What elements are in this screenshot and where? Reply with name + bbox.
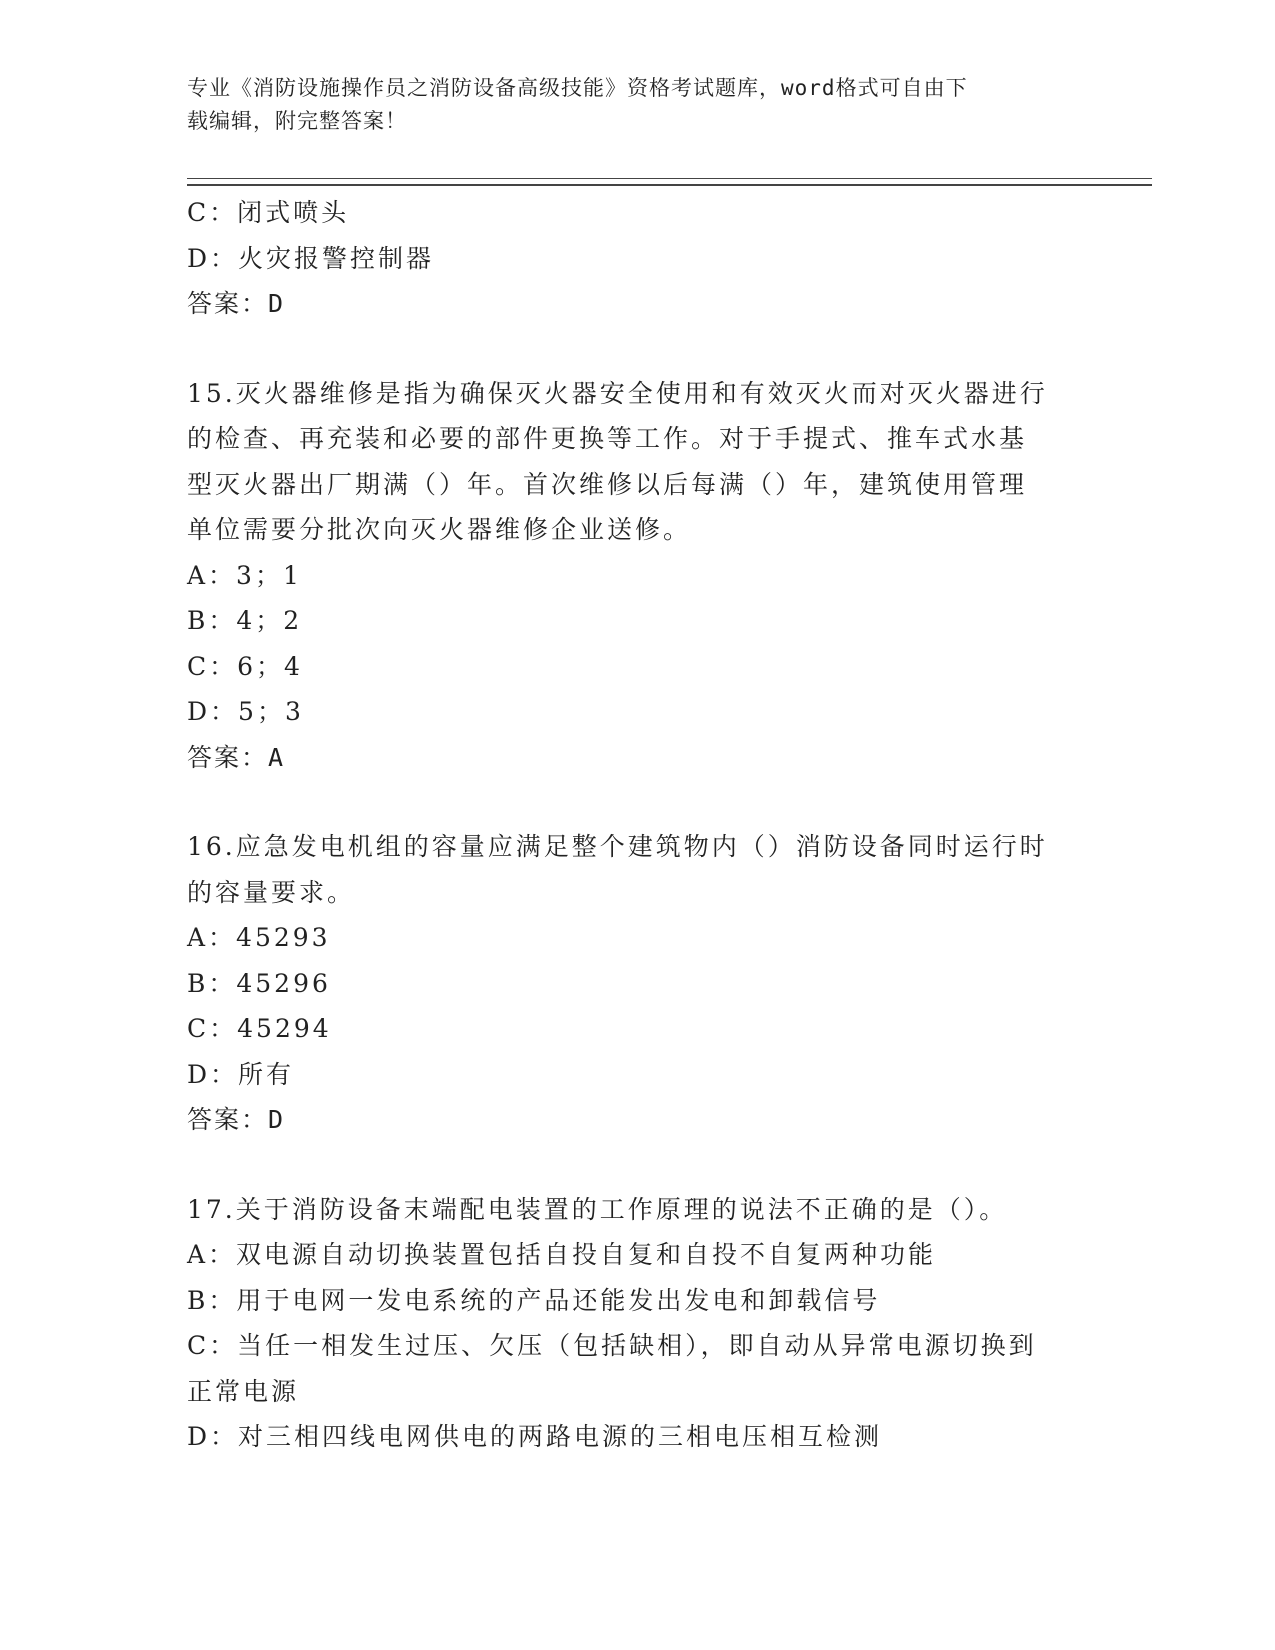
option-d: D：对三相四线电网供电的两路电源的三相电压相互检测 <box>187 1422 883 1451</box>
question-text-line: 17.关于消防设备末端配电装置的工作原理的说法不正确的是（）。 <box>187 1194 1008 1224</box>
carryover-question <box>187 190 1087 327</box>
option-c: C：6；4 <box>187 651 303 681</box>
question-16 <box>187 824 1087 1143</box>
question-content <box>187 190 1087 1460</box>
question-text-line: 单位需要分批次向灭火器维修企业送修。 <box>187 515 692 544</box>
header-line-2: 载编辑，附完整答案！ <box>187 109 407 133</box>
option-c-continued: 正常电源 <box>187 1376 300 1406</box>
option-d: D：所有 <box>187 1059 295 1089</box>
answer-line: 答案：A <box>187 742 286 772</box>
question-text-line: 的检查、再充装和必要的部件更换等工作。对于手提式、推车式水基 <box>187 424 1028 453</box>
spacer <box>187 327 1087 371</box>
option-b: B：45296 <box>187 968 331 998</box>
question-15 <box>187 371 1087 781</box>
question-text-line: 16.应急发电机组的容量应满足整个建筑物内（）消防设备同时运行时 <box>187 832 1048 861</box>
header-divider-thick <box>187 184 1152 186</box>
question-text-line: 的容量要求。 <box>187 877 356 907</box>
option-a: A：3；1 <box>187 560 302 590</box>
option-a: A：45293 <box>187 923 331 952</box>
question-text-line: 型灭火器出厂期满（）年。首次维修以后每满（）年，建筑使用管理 <box>187 469 1028 499</box>
option-c: C：当任一相发生过压、欠压（包括缺相），即自动从异常电源切换到 <box>187 1331 1037 1360</box>
option-c: C：45294 <box>187 1014 332 1043</box>
spacer <box>187 780 1087 824</box>
option-d: D：5；3 <box>187 697 304 726</box>
option-b: B：4；2 <box>187 606 303 635</box>
option-d: D：火灾报警控制器 <box>187 243 435 273</box>
option-a: A：双电源自动切换装置包括自投自复和自投不自复两种功能 <box>187 1240 937 1269</box>
answer-line: 答案：D <box>187 1105 286 1134</box>
question-17 <box>187 1187 1087 1460</box>
option-b: B：用于电网一发电系统的产品还能发出发电和卸载信号 <box>187 1285 881 1315</box>
question-text-line: 15.灭火器维修是指为确保灭火器安全使用和有效灭火而对灭火器进行 <box>187 378 1048 408</box>
header-divider-thin <box>187 178 1152 179</box>
header-line-1: 专业《消防设施操作员之消防设备高级技能》资格考试题库，word格式可自由下 <box>187 76 968 100</box>
option-c: C：闭式喷头 <box>187 198 350 227</box>
answer-line: 答案：D <box>187 289 286 318</box>
spacer <box>187 1143 1087 1187</box>
document-header <box>187 72 1067 138</box>
